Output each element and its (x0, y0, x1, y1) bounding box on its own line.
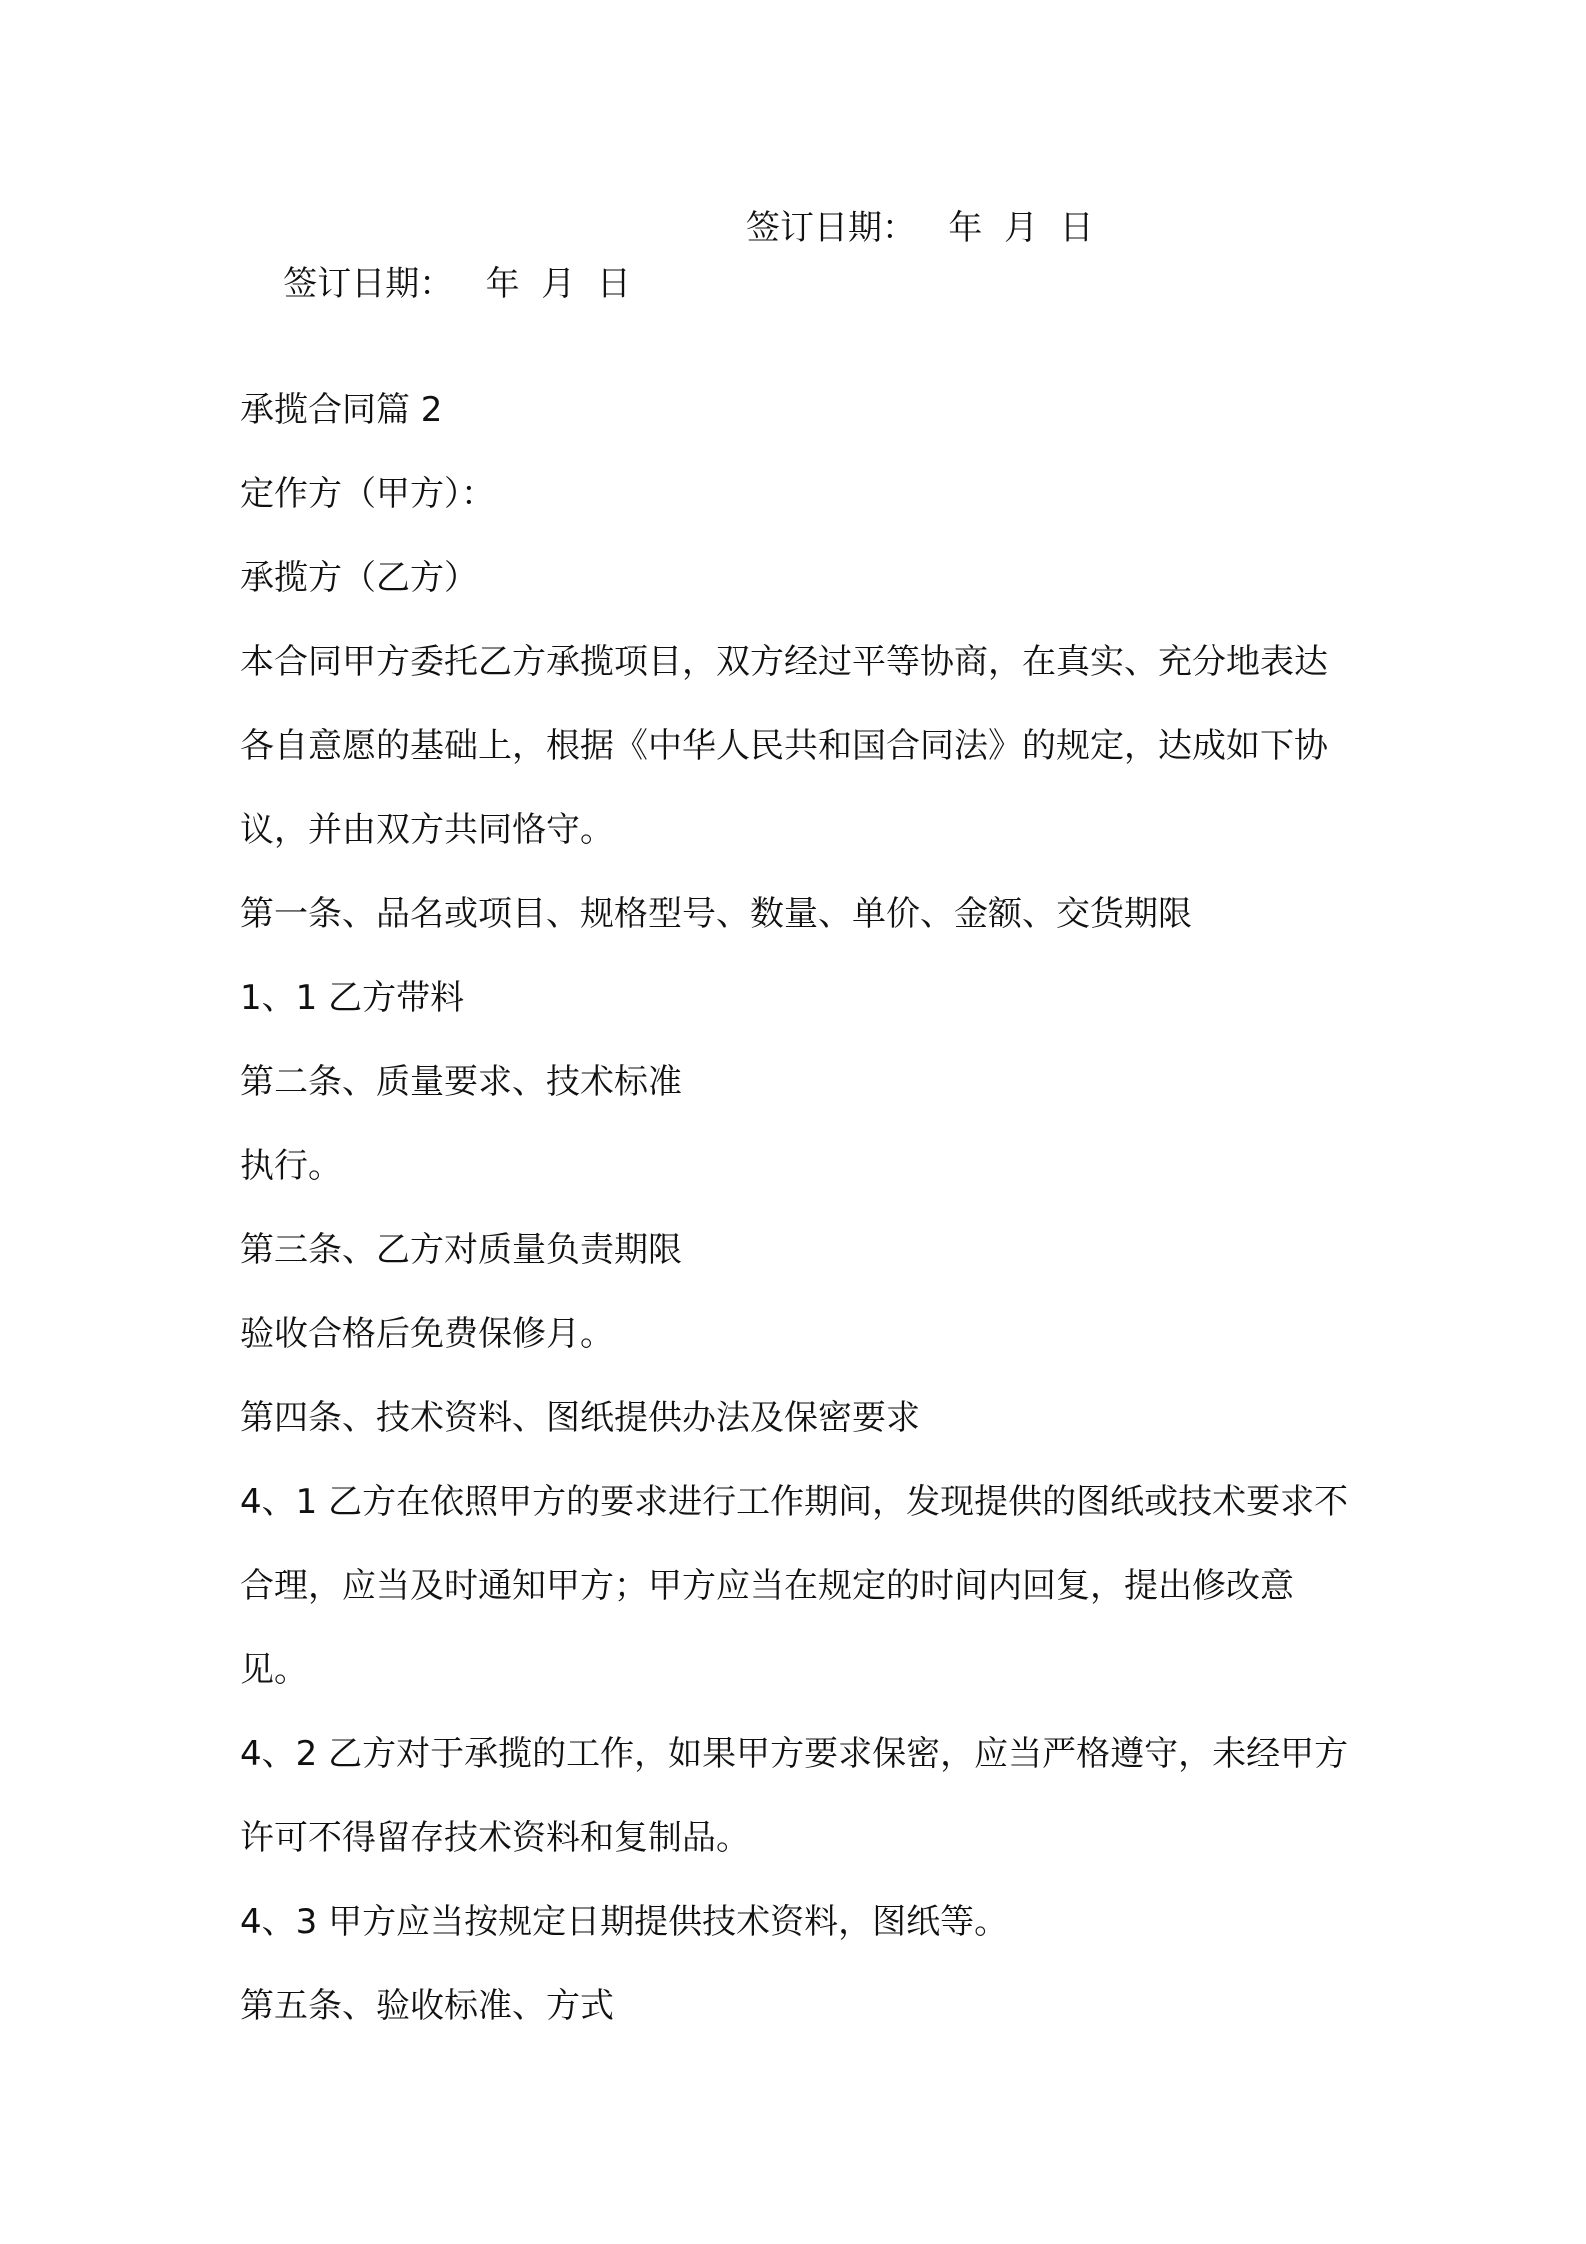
preamble-paragraph: 本合同甲方委托乙方承揽项目，双方经过平等协商，在真实、充分地表达各自意愿的基础上，根据《中华人民共和国合同法》的规定，达成如下协议，并由双方共同恪守。 (240, 642, 1328, 850)
clause-1-1: 1、1 乙方带料 (240, 978, 465, 1018)
party-a-line: 定作方（甲方）： (240, 474, 495, 514)
signature-date-left: 签订日期： 年 月 日 (283, 264, 631, 304)
signature-date-right: 签订日期： 年 月 日 (746, 208, 1094, 248)
contract-body (240, 368, 1360, 2048)
clause-4-2: 4、2 乙方对于承揽的工作，如果甲方要求保密，应当严格遵守，未经甲方许可不得留存技术资料和复制品。 (240, 1734, 1349, 1858)
clause-4-3: 4、3 甲方应当按规定日期提供技术资料，图纸等。 (240, 1902, 1009, 1942)
article-1-heading: 第一条、品名或项目、规格型号、数量、单价、金额、交货期限 (240, 894, 1192, 934)
clause-4-1: 4、1 乙方在依照甲方的要求进行工作期间，发现提供的图纸或技术要求不合理，应当及时通知甲方；甲方应当在规定的时间内回复，提出修改意见。 (240, 1482, 1349, 1690)
article-2-text: 执行。 (240, 1146, 342, 1186)
article-3-text: 验收合格后免费保修月。 (240, 1314, 614, 1354)
section-title: 承揽合同篇 2 (240, 390, 443, 430)
article-2-heading: 第二条、质量要求、技术标准 (240, 1062, 682, 1102)
article-5-heading: 第五条、验收标准、方式 (240, 1986, 614, 2026)
article-4-heading: 第四条、技术资料、图纸提供办法及保密要求 (240, 1398, 920, 1438)
party-b-line: 承揽方（乙方） (240, 558, 478, 598)
article-3-heading: 第三条、乙方对质量负责期限 (240, 1230, 682, 1270)
